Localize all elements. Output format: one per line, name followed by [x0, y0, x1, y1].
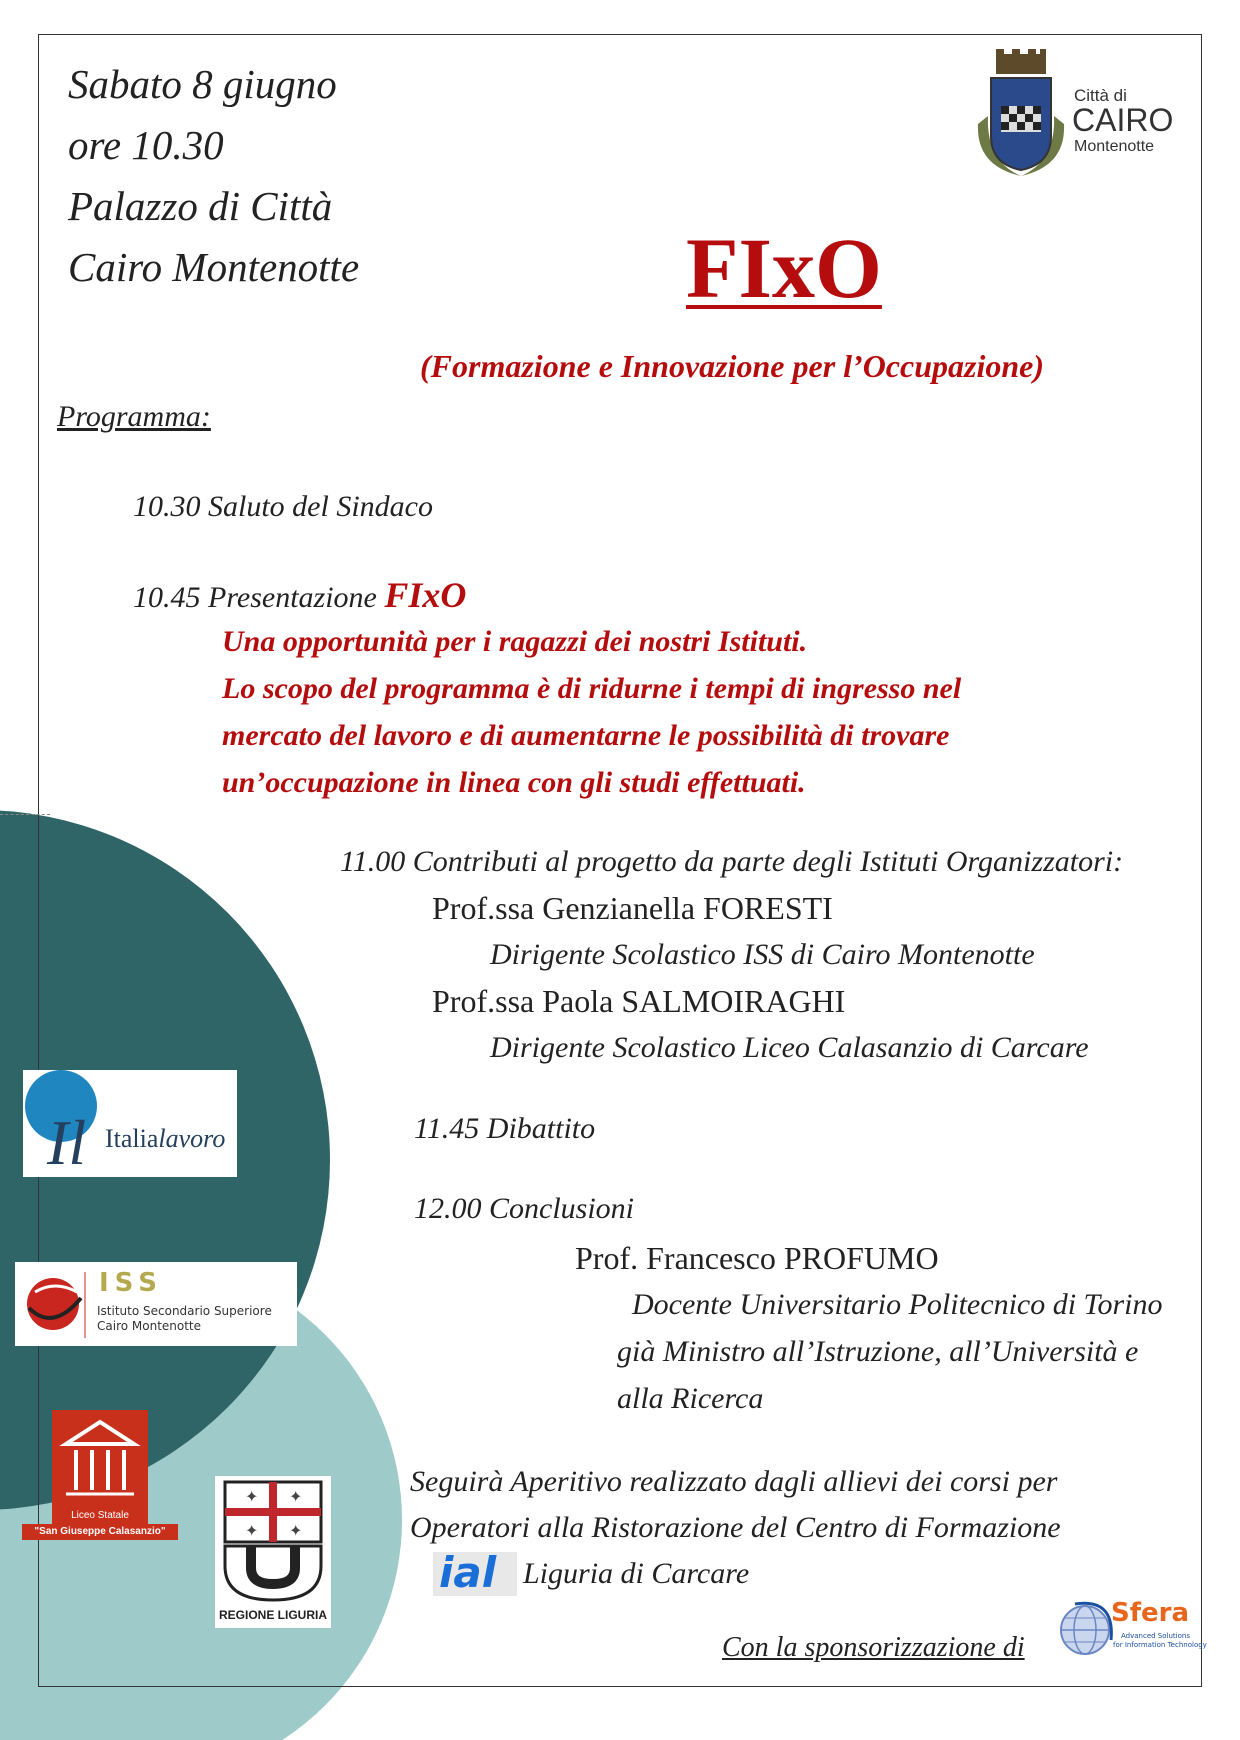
- program-item-1200: 12.00 Conclusioni: [414, 1192, 635, 1225]
- city-crest-icon: [966, 46, 1076, 186]
- globe-icon: [1055, 1600, 1115, 1660]
- event-city: Cairo Montenotte: [68, 244, 360, 290]
- page-title: FIxO: [686, 220, 882, 316]
- sfera-logo-sub1: Advanced Solutions: [1121, 1632, 1190, 1640]
- program-item-1045-brand: FIxO: [384, 575, 467, 615]
- speaker-3-role-1: Docente Universitario Politecnico di Torino: [632, 1288, 1163, 1321]
- aperitivo-line2: Operatori alla Ristorazione del Centro di Formazione: [410, 1511, 1061, 1544]
- svg-text:✦: ✦: [289, 1487, 303, 1506]
- fixo-desc-line3: mercato del lavoro e di aumentarne le possibilità di trovare: [222, 719, 950, 752]
- program-item-1100: 11.00 Contributi al progetto da parte degli Istituti Organizzatori:: [340, 845, 1124, 878]
- svg-text:✦: ✦: [245, 1521, 259, 1540]
- city-logo-line1: Città di: [1074, 86, 1127, 105]
- sfera-logo: [1055, 1594, 1207, 1666]
- iss-logo: [15, 1262, 297, 1346]
- iss-logo-sub1: Istituto Secondario Superiore: [97, 1304, 272, 1318]
- regione-liguria-logo: [215, 1476, 331, 1628]
- aperitivo-line3: Liguria di Carcare: [523, 1557, 750, 1590]
- svg-text:✦: ✦: [245, 1487, 259, 1506]
- speaker-2-name: Prof.ssa Paola SALMOIRAGHI: [432, 983, 846, 1019]
- iss-globe-icon: [15, 1262, 95, 1346]
- city-logo-line3: Montenotte: [1074, 138, 1155, 155]
- fixo-desc-line1: Una opportunità per i ragazzi dei nostri Istituti.: [222, 625, 808, 658]
- page-subtitle: (Formazione e Innovazione per l’Occupazione): [420, 348, 1044, 384]
- fixo-desc-line2: Lo scopo del programma è di ridurne i tempi di ingresso nel: [222, 672, 962, 705]
- italialavoro-word-b: lavoro: [158, 1124, 226, 1153]
- city-logo: [966, 46, 1174, 186]
- regione-liguria-crest-icon: [215, 1476, 331, 1602]
- city-logo-line2: CAIRO: [1072, 102, 1174, 138]
- speaker-3-role-2: già Ministro all’Istruzione, all’Università e: [617, 1335, 1139, 1368]
- iss-logo-title: ISS: [99, 1268, 163, 1298]
- event-venue: Palazzo di Città: [68, 183, 333, 229]
- speaker-1-name: Prof.ssa Genzianella FORESTI: [432, 890, 833, 926]
- svg-text:✦: ✦: [289, 1521, 303, 1540]
- sponsor-label: Con la sponsorizzazione di: [722, 1632, 1025, 1663]
- italialavoro-logo: [23, 1070, 237, 1177]
- program-item-1030: 10.30 Saluto del Sindaco: [133, 490, 433, 523]
- speaker-3-role-3: alla Ricerca: [617, 1382, 764, 1415]
- liceo-logo-line2: "San Giuseppe Calasanzio": [22, 1524, 178, 1540]
- fixo-description: [222, 618, 961, 806]
- event-date: Sabato 8 giugno: [68, 61, 337, 107]
- fixo-desc-line4: un’occupazione in linea con gli studi effettuati.: [222, 766, 806, 799]
- ial-logo: [433, 1548, 517, 1597]
- speaker-1-role: Dirigente Scolastico ISS di Cairo Montenotte: [490, 938, 1035, 971]
- aperitivo-line1: Seguirà Aperitivo realizzato dagli allievi dei corsi per: [410, 1465, 1058, 1498]
- italialavoro-word-a: Italia: [105, 1124, 159, 1153]
- iss-logo-sub2: Cairo Montenotte: [97, 1319, 202, 1333]
- italialavoro-wordmark: [105, 1124, 225, 1154]
- program-label: Programma:: [57, 400, 211, 433]
- program-item-1045: [133, 574, 466, 616]
- sfera-logo-sub2: for Information Technology: [1113, 1641, 1207, 1649]
- fold-mark: [0, 814, 50, 815]
- program-item-1145: 11.45 Dibattito: [414, 1112, 596, 1145]
- event-time: ore 10.30: [68, 122, 224, 168]
- speaker-3-name: Prof. Francesco PROFUMO: [575, 1240, 939, 1276]
- ial-logo-text: ial: [439, 1548, 497, 1597]
- regione-liguria-label: REGIONE LIGURIA: [218, 1608, 327, 1622]
- italialavoro-il: Il: [47, 1107, 87, 1178]
- speaker-2-role: Dirigente Scolastico Liceo Calasanzio di Carcare: [490, 1031, 1089, 1064]
- liceo-building-icon: [52, 1416, 148, 1500]
- event-header: [68, 54, 359, 298]
- program-item-1045-time: 10.45 Presentazione: [133, 581, 377, 614]
- liceo-logo-line1: Liceo Statale: [71, 1510, 129, 1521]
- sfera-logo-text: Sfera: [1111, 1598, 1190, 1628]
- liceo-logo: [22, 1410, 178, 1540]
